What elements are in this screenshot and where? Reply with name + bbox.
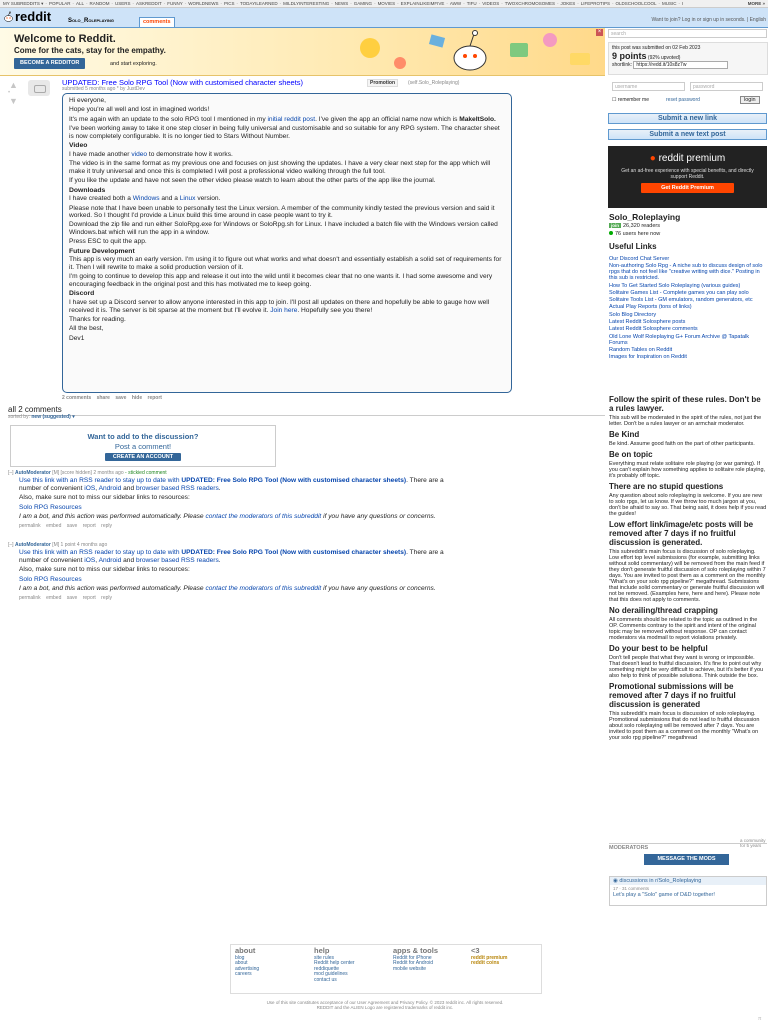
upvote-arrow-icon[interactable]: ▲ bbox=[9, 80, 18, 90]
linux-download-link[interactable]: Linux bbox=[179, 195, 196, 203]
ios-link[interactable]: iOS bbox=[84, 556, 96, 564]
rule-text: Everything must relate solitaire role playing (or war gaming). If you can't explain how something applies to solitaire role playing, it's probably off topic. bbox=[609, 461, 766, 479]
comment bbox=[8, 470, 458, 529]
comment-meta: [M] [score hidden] 2 months ago bbox=[52, 470, 124, 476]
video-link[interactable]: video bbox=[131, 150, 148, 158]
submit-link-button[interactable]: Submit a new link bbox=[608, 113, 767, 124]
body-paragraph: Dev1 bbox=[69, 334, 85, 342]
footer-heading: apps & tools bbox=[393, 946, 439, 955]
embed-button[interactable]: embed bbox=[46, 594, 62, 601]
topbar-link[interactable]: WORLDNEWS bbox=[188, 1, 219, 6]
body-paragraph: Please note that I have been unable to personally test the Linux version. A member of the community kindly tested the previous version and said it worked. So I thought I'd provide a Linux build this time around in case people want to try it. bbox=[69, 204, 495, 220]
sidebar-link[interactable]: Solitaire Games List - Complete games you can play solo bbox=[609, 289, 749, 296]
premium-title: ● reddit premium bbox=[649, 153, 726, 164]
topbar-link[interactable]: PICS bbox=[224, 1, 235, 6]
body-paragraph: I have set up a Discord server to allow anyone interested in this app to join. I'll post all updates on there and hopefully be able to gauge how well received it is. The server is bit sparse at the moment but I'll evolve it. Join here. Hopefully see you there! bbox=[69, 299, 490, 314]
post-points: 9 points bbox=[612, 51, 647, 61]
login-signup-prompt[interactable]: Want to join? Log in or sign up in seconds. | English bbox=[651, 17, 766, 23]
useful-links-heading: Useful Links bbox=[609, 242, 657, 251]
report-button[interactable]: report bbox=[82, 594, 96, 601]
topbar-link[interactable]: LIFEPROTIPS bbox=[580, 1, 610, 6]
password-input[interactable]: password bbox=[690, 82, 763, 91]
rule-title: Be Kind bbox=[609, 430, 640, 439]
hide-button[interactable]: hide bbox=[131, 395, 143, 401]
pi-icon[interactable]: π bbox=[758, 1016, 762, 1022]
shortlink-field[interactable]: https://redd.it/10s8z7w bbox=[633, 61, 728, 69]
rule-title: No derailing/thread crapping bbox=[609, 606, 718, 615]
footer-premium-column bbox=[471, 948, 507, 967]
post-title-link[interactable]: UPDATED: Free Solo RPG Tool (Now with customised character sheets) bbox=[62, 78, 304, 87]
topbar-link[interactable]: I bbox=[682, 1, 684, 6]
reddit-alien-icon: ● bbox=[649, 153, 656, 164]
body-paragraph: Hope you're all well and lost in imagined worlds! bbox=[69, 106, 210, 114]
banner-subtitle: Come for the cats, stay for the empathy. bbox=[14, 46, 166, 55]
body-paragraph: The video is in the same format as my previous one and focuses on just showing the updates. I have a very clear next step for the app which will make it truly universal and once this is completed I will post a professional video walking through the full tool. bbox=[69, 160, 491, 175]
android-link[interactable]: Android bbox=[98, 556, 122, 564]
topbar-separator: - bbox=[236, 1, 239, 6]
reddit-logo[interactable]: reddit bbox=[15, 9, 52, 24]
rss-post-link[interactable]: UPDATED: Free Solo RPG Tool (Now with customised character sheets) bbox=[181, 549, 407, 556]
top-subreddit-links[interactable] bbox=[3, 1, 683, 6]
footer-link[interactable]: reddit premium bbox=[471, 954, 508, 961]
footer-link[interactable]: advertising bbox=[235, 965, 260, 972]
copyright-line: Use of this site constitutes acceptance of our User Agreement and Privacy Policy. © 2023 reddit inc. All rights reserved. bbox=[266, 1000, 504, 1005]
topbar-separator: - bbox=[397, 1, 399, 6]
create-account-button[interactable]: CREATE AN ACCOUNT bbox=[105, 453, 181, 461]
topbar-separator: - bbox=[163, 1, 166, 6]
sidebar-link[interactable]: Old Lone Wolf Roleplaying G+ Forum Archive @ Tapatalk Forums bbox=[609, 333, 750, 346]
topbar-link[interactable]: VIDEOS bbox=[482, 1, 500, 6]
body-paragraph: It's me again with an update to the solo RPG tool I mentioned in my initial reddit post. I've given the app an official name now which is MakeItSolo. bbox=[69, 115, 496, 123]
topbar-separator: - bbox=[446, 1, 448, 6]
topbar-separator: - bbox=[478, 1, 481, 6]
sidebar-link[interactable]: Random Tables on Reddit bbox=[609, 346, 673, 353]
sidebar-link[interactable]: Solitaire Tools List - GM emulators, random generators, etc bbox=[609, 297, 753, 304]
rule-title: Low effort link/image/etc posts will be removed after 7 days if no fruitful discussion is generated. bbox=[609, 520, 754, 547]
topbar-link[interactable]: OLDSCHOOLCOOL bbox=[615, 1, 657, 6]
discussion-prompt: Want to add to the discussion? bbox=[87, 432, 199, 441]
post-selftext bbox=[62, 93, 512, 393]
save-button[interactable]: save bbox=[66, 594, 78, 601]
body-paragraph: All the best, bbox=[69, 325, 104, 333]
submitted-date: this post was submitted on 02 Feb 2023 bbox=[612, 45, 701, 51]
online-dot-icon bbox=[609, 231, 613, 235]
rule-text: This sub will be moderated in the spirit of the rules, not just the letter. Don't be a rules lawyer or an armchair moderator. bbox=[609, 415, 762, 427]
windows-download-link[interactable]: Windows bbox=[132, 195, 160, 203]
online-users: 76 users here now bbox=[609, 231, 660, 237]
comment bbox=[8, 542, 458, 601]
downvote-arrow-icon[interactable]: ▼ bbox=[9, 96, 18, 106]
upvote-ratio: (92% upvoted) bbox=[647, 55, 681, 61]
topbar-separator: - bbox=[350, 1, 352, 6]
top-subreddit-bar bbox=[0, 0, 768, 8]
comment-text: Also, make sure not to miss our sidebar links to resources: bbox=[19, 494, 190, 501]
topbar-separator: - bbox=[111, 1, 113, 6]
topbar-link[interactable]: USERS bbox=[114, 1, 131, 6]
topbar-separator: - bbox=[45, 1, 47, 6]
footer-link[interactable]: contact us bbox=[314, 976, 337, 983]
topbar-link[interactable]: FUNNY bbox=[167, 1, 183, 6]
rss-post-link[interactable]: UPDATED: Free Solo RPG Tool (Now with customised character sheets) bbox=[181, 477, 407, 484]
submit-text-button[interactable]: Submit a new text post bbox=[608, 129, 767, 140]
sidebar-link[interactable]: Non-authoring Solo Rpg - A niche sub to discuss design of solo rpgs that do not feel like "creative writing with dice." Posting in this sub is restricted. bbox=[609, 263, 763, 282]
rule-text: Be kind. Assume good faith on the part of other participants. bbox=[609, 441, 755, 447]
footer-apps-column bbox=[393, 948, 438, 972]
section-heading: Future Development bbox=[69, 247, 135, 255]
site-header bbox=[0, 8, 768, 28]
footer-heading: help bbox=[314, 946, 330, 955]
topbar-link[interactable]: MY SUBREDDITS ▾ bbox=[3, 1, 44, 6]
banner-illustration bbox=[330, 28, 605, 76]
footer-link[interactable]: Reddit help center bbox=[314, 960, 355, 966]
comment-body: Use this link with an RSS reader to stay up to date with UPDATED: Free Solo RPG Tool (Now with customised character sheets). There are a number of convenient iOS, Android and browser based RSS readers. Also, make sure not to miss our sidebar links to resources: Solo RPG Resources I am a bot, and this action was performed automatically. Please contact the moderators of this subreddit if you have any questions or concerns. bbox=[19, 549, 458, 593]
subreddit-rules bbox=[609, 392, 767, 743]
topbar-link[interactable]: GAMING bbox=[353, 1, 373, 6]
divider bbox=[8, 415, 605, 416]
body-paragraph: I'm going to continue to develop this app and release it out into the wild until it becomes clear that no one wants it. I had some awesome and very encouraging feedback in the original post and this has motivated me to keep going. bbox=[69, 273, 493, 289]
body-paragraph: I've been working away to take it one step closer in being fully universal and customisable and so suitable for any RPG system. The character sheet is now completely configurable. It is no longer tied to Stars Without Number. bbox=[69, 125, 500, 140]
rule-text: Don't tell people that what they want is wrong or impossible. That doesn't lead to fruitful discussion. It's fine to point out why something might be very difficult to achieve, but it's better if you also help to think of possible solutions. Think outside the box. bbox=[609, 655, 764, 679]
android-link[interactable]: Android bbox=[98, 484, 122, 492]
footer-link[interactable]: mobile website bbox=[393, 965, 427, 972]
other-discussions-box bbox=[609, 876, 767, 906]
topbar-link[interactable]: MUSIC bbox=[662, 1, 677, 6]
subscriber-count: join 26,320 readers bbox=[611, 223, 660, 229]
footer-link[interactable]: site rules bbox=[314, 954, 335, 961]
permalink-button[interactable]: permalink bbox=[19, 522, 41, 529]
discussions-heading[interactable]: ◉ discussions in r/Solo_Roleplaying bbox=[610, 877, 766, 885]
comment-author[interactable]: AutoModerator bbox=[14, 470, 51, 476]
all-comments-heading: all 2 comments bbox=[8, 405, 62, 414]
rule-title: Promotional submissions will be removed after 7 days if no fruitful discussion is generated bbox=[609, 682, 736, 709]
sort-control: sorted by: new (suggested) ▾ bbox=[8, 414, 75, 420]
rule-text: This subreddit's main focus is discussion of solo roleplaying. Low effort top level submissions (for example, submitting links without solid commentary) will be removed from the main feed if they don't generate fruitful discussion of solo roleplaying within 7 days. You are invited to post them as a comment on the monthly "What's on your solo rpg pipeline?" megathread. Submissions that include solid commentary or generate fruitful discussion will not be removed. (Examples here, here and here). Please note that this does not apply to comments. bbox=[609, 549, 766, 603]
comment-actions bbox=[19, 523, 458, 529]
rule-text: This subreddit's main focus is discussion of solo roleplaying. Promotional submissions that do not lead to fruitful discussion about solo roleplaying will be removed after 7 days. You are invited to post them as a comment on the monthly "What's on your solo rpg pipeline?" megathread bbox=[609, 711, 760, 741]
tab-comments[interactable]: comments bbox=[139, 17, 175, 27]
rss-link[interactable]: Use this link with an RSS reader to stay up to date with bbox=[19, 549, 182, 556]
rule-text: Any question about solo roleplaying is welcome. If you are new to solo rpgs, let us know. If we throw too much jargon at you, don't be afraid to say so. That being said, it does help if you read the guides! bbox=[609, 493, 767, 517]
welcome-banner bbox=[0, 28, 605, 76]
report-button[interactable]: report bbox=[147, 395, 162, 401]
post-action-buttons bbox=[62, 395, 166, 401]
reset-password-link[interactable]: reset password bbox=[666, 97, 700, 103]
post-domain[interactable]: (self.Solo_Roleplaying) bbox=[408, 80, 460, 86]
footer-heading: about bbox=[235, 946, 256, 955]
username-input[interactable]: username bbox=[612, 82, 685, 91]
report-button[interactable]: report bbox=[82, 522, 96, 529]
topbar-link[interactable]: MOVIES bbox=[377, 1, 396, 6]
body-paragraph: Download the zip file and run either SoloRpg.exe for Windows or SoloRpg.sh for Linux. I have included a batch file with the Windows version called Windows.bat which will run the app in a window. bbox=[69, 221, 498, 237]
topbar-separator: - bbox=[658, 1, 660, 6]
topbar-separator: - bbox=[85, 1, 88, 6]
topbar-link[interactable]: EXPLAINLIKEIMFIVE bbox=[400, 1, 445, 6]
body-paragraph: I have created both a Windows and a Linux version. bbox=[69, 195, 221, 203]
sidebar-link[interactable]: How To Get Started Solo Roleplaying (various guides) bbox=[609, 282, 741, 289]
comment-header bbox=[8, 542, 458, 548]
body-paragraph: This app is very much an early version. I'm using it to figure out what works and what doesn't and essentially establish a solid set of requirements for it. Then I will rewrite to make a solid production version of it. bbox=[69, 256, 502, 272]
topbar-separator: - bbox=[678, 1, 680, 6]
topbar-separator: - bbox=[184, 1, 187, 6]
footer-link[interactable]: reddiquette bbox=[314, 965, 340, 972]
collapse-toggle[interactable]: [–] bbox=[8, 542, 14, 548]
topbar-separator: - bbox=[501, 1, 503, 6]
footer-link[interactable]: Reddit for Android bbox=[393, 960, 434, 966]
post-score: • bbox=[8, 90, 11, 96]
permalink-button[interactable]: permalink bbox=[19, 594, 41, 601]
reply-button[interactable]: reply bbox=[101, 594, 113, 601]
message-mods-button[interactable]: MESSAGE THE MODS bbox=[644, 854, 729, 865]
sidebar-link[interactable]: Latest Reddit Solosphere comments bbox=[609, 326, 698, 333]
topbar-link[interactable]: RANDOM bbox=[89, 1, 110, 6]
collapse-toggle[interactable]: [–] bbox=[8, 470, 14, 476]
topbar-separator: - bbox=[132, 1, 134, 6]
embed-button[interactable]: embed bbox=[46, 522, 62, 529]
sidebar-link[interactable]: Solo Blog Directory bbox=[609, 311, 657, 318]
topbar-link[interactable]: NEWS bbox=[334, 1, 349, 6]
rss-link[interactable]: Use this link with an RSS reader to stay up to date with bbox=[19, 477, 182, 484]
useful-links-list bbox=[609, 256, 767, 362]
remember-me-checkbox[interactable]: ☐ remember me bbox=[612, 97, 649, 103]
join-button[interactable]: join bbox=[611, 223, 619, 228]
body-paragraph: Thanks for reading. bbox=[69, 316, 126, 323]
comment-header bbox=[8, 470, 458, 476]
banner-title: Welcome to Reddit. bbox=[14, 33, 116, 45]
discussion-link[interactable]: Let's play a "Solo" game of D&D together! bbox=[613, 892, 715, 898]
topbar-separator: - bbox=[577, 1, 579, 6]
comment-actions bbox=[19, 595, 458, 601]
premium-ad bbox=[608, 146, 767, 208]
topbar-link[interactable]: TODAYILEARNED bbox=[240, 1, 278, 6]
premium-description: Get an ad-free experience with special benefits, and directly support Reddit. bbox=[621, 168, 754, 180]
sidebar-subreddit-title[interactable]: Solo_Roleplaying bbox=[609, 212, 681, 222]
become-redditor-button[interactable]: BECOME A REDDITOR bbox=[14, 58, 85, 69]
add-discussion-box bbox=[10, 425, 276, 467]
contact-moderators-link[interactable]: contact the moderators of this subreddit bbox=[205, 513, 322, 520]
reply-button[interactable]: reply bbox=[101, 522, 113, 529]
footer-link[interactable]: reddit coins bbox=[471, 960, 500, 966]
save-button[interactable]: save bbox=[115, 395, 127, 401]
topbar-separator: - bbox=[331, 1, 333, 6]
body-paragraph: If you like the update and have not seen the other video please watch to learn about the other parts of the app like the journal. bbox=[69, 177, 436, 185]
solo-rpg-resources-link[interactable]: Solo RPG Resources bbox=[19, 575, 82, 583]
topbar-separator: - bbox=[279, 1, 282, 6]
footer-link[interactable]: mod guidelines bbox=[314, 971, 348, 977]
copyright-line: REDDIT and the ALIEN Logo are registered trademarks of reddit inc. bbox=[316, 1005, 454, 1010]
rule-title: Follow the spirit of these rules. Don't be a rules lawyer. bbox=[609, 395, 761, 413]
discussion-count: 17 · 31 comments bbox=[613, 886, 650, 891]
footer-link[interactable]: Reddit for iPhone bbox=[393, 954, 432, 961]
reddit-alien-icon[interactable] bbox=[4, 11, 13, 23]
post-flair[interactable]: Promotion bbox=[367, 79, 398, 87]
shortlink-label: shortlink: bbox=[612, 62, 633, 68]
save-button[interactable]: save bbox=[66, 522, 78, 529]
moderators-heading: MODERATORS bbox=[609, 843, 767, 851]
post-comment-prompt: Post a comment! bbox=[114, 442, 172, 451]
body-paragraph: Hi everyone, bbox=[69, 97, 107, 104]
section-heading: Video bbox=[69, 142, 88, 150]
comment-body: Use this link with an RSS reader to stay up to date with UPDATED: Free Solo RPG Tool (Now with customised character sheets). There are a number of convenient iOS, Android and browser based RSS readers. Also, make sure not to miss our sidebar links to resources: Solo RPG Resources I am a bot, and this action was performed automatically. Please contact the moderators of this subreddit if you have any questions or concerns. bbox=[19, 477, 458, 521]
initial-post-link[interactable]: initial reddit post bbox=[267, 115, 316, 123]
solo-rpg-resources-link[interactable]: Solo RPG Resources bbox=[19, 503, 82, 511]
login-button[interactable]: login bbox=[740, 96, 760, 104]
stickied-label: - stickied comment bbox=[125, 470, 167, 476]
ios-link[interactable]: iOS bbox=[84, 484, 96, 492]
body-paragraph: Press ESC to quit the app. bbox=[69, 238, 147, 246]
section-heading: Discord bbox=[69, 290, 95, 298]
copyright-notice bbox=[200, 1000, 570, 1010]
sidebar-link[interactable]: Actual Play Reports (tons of links) bbox=[609, 304, 692, 311]
topbar-link[interactable]: ALL bbox=[75, 1, 84, 6]
sidebar-link[interactable]: Images for Inspiration on Reddit bbox=[609, 354, 687, 361]
topbar-link[interactable]: AWW bbox=[449, 1, 462, 6]
banner-explore-text: and start exploring. bbox=[110, 61, 157, 67]
footer-help-column bbox=[314, 948, 355, 983]
comment-text: Also, make sure not to miss our sidebar links to resources: bbox=[19, 566, 190, 573]
topbar-link[interactable]: TIFU bbox=[466, 1, 477, 6]
share-button[interactable]: share bbox=[96, 395, 110, 401]
sort-dropdown[interactable]: new (suggested) ▾ bbox=[31, 414, 75, 420]
banner-close-button[interactable]: × bbox=[597, 29, 602, 35]
rule-text: All comments should be related to the topic as outlined in the OP. Comments contrary to the spirit and intent of the original topic may be removed without response. OP can contact moderators via modmail to report violations privately. bbox=[609, 617, 758, 641]
footer-link[interactable]: about bbox=[235, 960, 248, 966]
rss-readers-link[interactable]: browser based RSS readers bbox=[135, 484, 219, 492]
comments-count-link[interactable]: 2 comments bbox=[62, 395, 92, 401]
footer-about-column bbox=[235, 948, 259, 978]
body-paragraph: I have made another video to demonstrate how it works. bbox=[69, 150, 233, 158]
post-tagline: submitted 5 months ago * by JustDev bbox=[62, 86, 145, 92]
section-heading: Downloads bbox=[69, 186, 106, 194]
topbar-separator: - bbox=[220, 1, 222, 6]
comment-meta: [M] 1 point 4 months ago bbox=[52, 542, 108, 548]
rss-readers-link[interactable]: browser based RSS readers bbox=[135, 556, 219, 564]
footer-link[interactable]: blog bbox=[235, 954, 245, 961]
get-premium-button[interactable]: Get Reddit Premium bbox=[641, 183, 734, 193]
topbar-separator: - bbox=[556, 1, 559, 6]
rule-title: Be on topic bbox=[609, 450, 653, 459]
topbar-link[interactable]: MILDLYINTERESTING bbox=[283, 1, 330, 6]
rule-title: Do your best to be helpful bbox=[609, 644, 708, 653]
site-footer bbox=[230, 944, 542, 994]
subreddit-name-link[interactable]: Solo_Roleplaying bbox=[68, 18, 114, 24]
contact-moderators-link[interactable]: contact the moderators of this subreddit bbox=[205, 585, 322, 592]
footer-heading: <3 bbox=[471, 946, 480, 955]
more-subreddits-link[interactable]: MORE » bbox=[745, 0, 768, 8]
discord-join-link[interactable]: Join here bbox=[270, 306, 298, 314]
post-info-box bbox=[608, 42, 768, 75]
sidebar-link[interactable]: Latest Reddit Solosphere posts bbox=[609, 319, 686, 326]
topbar-separator: - bbox=[611, 1, 614, 6]
rule-title: There are no stupid questions bbox=[609, 482, 724, 491]
footer-link[interactable]: careers bbox=[235, 971, 252, 977]
self-post-thumbnail-icon[interactable] bbox=[28, 80, 50, 96]
topbar-separator: - bbox=[72, 1, 74, 6]
topbar-separator: - bbox=[463, 1, 465, 6]
comment-author[interactable]: AutoModerator bbox=[14, 542, 51, 548]
community-age: a community for 5 years bbox=[740, 838, 766, 848]
topbar-link[interactable]: TWOXCHROMOSOMES bbox=[504, 1, 555, 6]
topbar-link[interactable]: POPULAR bbox=[48, 1, 71, 6]
sidebar-link[interactable]: Our Discord Chat Server bbox=[609, 256, 670, 262]
search-input[interactable]: search bbox=[608, 29, 767, 38]
topbar-separator: - bbox=[374, 1, 376, 6]
topbar-link[interactable]: ASKREDDIT bbox=[135, 1, 162, 6]
topbar-link[interactable]: JOKES bbox=[560, 1, 576, 6]
